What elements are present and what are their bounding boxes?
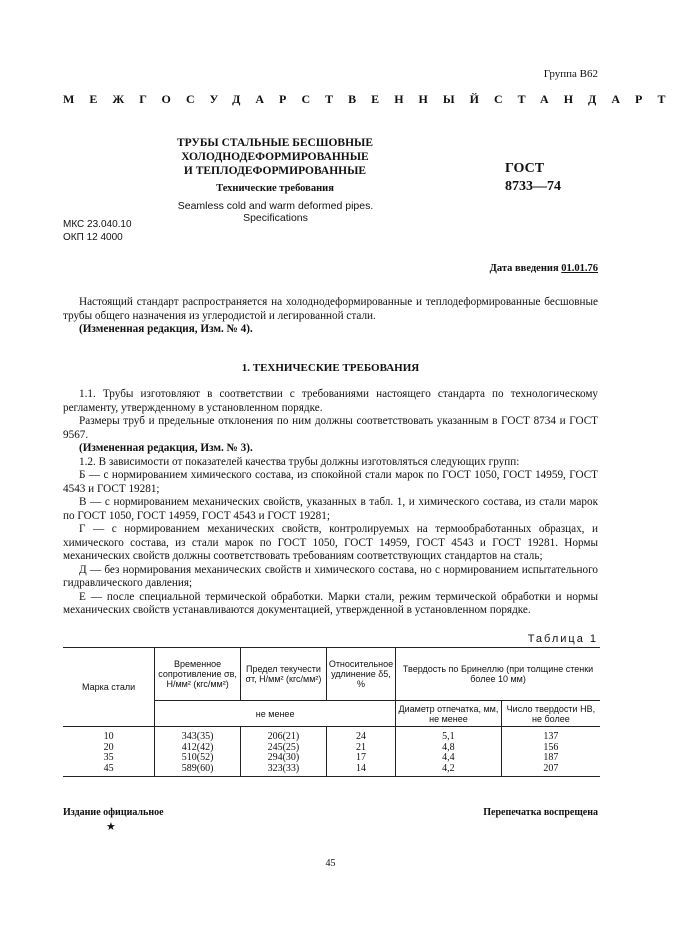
table-caption: Таблица 1 <box>527 633 598 645</box>
english-title: Seamless cold and warm deformed pipes. Specifications <box>177 200 374 224</box>
mks-code: МКС 23.040.10 <box>63 219 132 230</box>
cell-grade: 10 <box>103 731 114 742</box>
subheader-hb-number: Число твердости НВ, не более <box>501 701 600 727</box>
cell-tensile: 510(52) <box>155 753 241 764</box>
classification-codes <box>63 218 132 244</box>
reprint-prohibited-note: Перепечатка воспрещена <box>483 807 598 818</box>
page-number: 45 <box>325 858 336 869</box>
table-header-row <box>63 648 600 701</box>
gost-designation <box>505 160 561 196</box>
paragraph-1-1-edit-note: (Измененная редакция, Изм. № 3). <box>79 442 253 454</box>
cell-diameter: 4,4 <box>396 753 502 764</box>
date-value: 01.01.76 <box>561 263 598 274</box>
header-title <box>63 92 680 107</box>
title-line-3: И ТЕПЛОДЕФОРМИРОВАННЫЕ <box>183 165 367 177</box>
group-e: Е — после специальной термической обработки. Марки стали, режим термической обработки и нормы механических свойств устанавливаются документацией, утвержденной в установленном порядке. <box>63 590 598 616</box>
group-v: В — с нормированием механических свойств, указанных в табл. 1, и химического состава, из стали марок по ГОСТ 1050, ГОСТ 14959, ГОСТ 4543 и ГОСТ 19281; <box>63 496 598 522</box>
header-yield-strength: Предел текучести σт, Н/мм² (кгс/мм²) <box>241 648 327 701</box>
table-row <box>63 753 600 764</box>
header-word-1: МЕЖГОСУДАРСТВЕННЫЙ <box>63 92 494 106</box>
cell-diameter: 4,8 <box>396 743 502 754</box>
cell-elongation: 17 <box>326 753 395 764</box>
paragraph-1-2: 1.2. В зависимости от показателей качества трубы должны изготовляться следующих групп: <box>79 455 520 468</box>
cell-yield: 323(33) <box>241 764 327 777</box>
okp-code: ОКП 12 4000 <box>63 232 123 243</box>
cell-diameter: 5,1 <box>396 727 502 743</box>
subheader-print-diameter: Диаметр отпечатка, мм, не менее <box>396 701 502 727</box>
group-code: Группа В62 <box>543 68 598 80</box>
group-d: Д — без нормирования механических свойств и химического состава, но с нормированием испытательного гидравлического давления; <box>63 563 598 589</box>
header-brinell-hardness: Твердость по Бринеллю (при толщине стенки более 10 мм) <box>396 648 600 701</box>
intro-paragraph: Настоящий стандарт распространяется на холоднодеформированные и теплодеформированные бесшовные трубы общего назначения из углеродистой и легированной стали. <box>63 296 598 322</box>
cell-elongation: 14 <box>326 764 395 777</box>
cell-tensile: 343(35) <box>155 727 241 743</box>
group-b: Б — с нормированием химического состава, из спокойной стали марок по ГОСТ 1050, ГОСТ 14959, ГОСТ 4543 и ГОСТ 19281; <box>63 469 598 495</box>
requirements-body <box>63 388 598 618</box>
table-row <box>63 764 600 777</box>
subheader-not-less: не менее <box>155 701 396 727</box>
date-label: Дата введения <box>489 263 559 274</box>
cell-hb: 156 <box>501 743 600 754</box>
header-tensile-strength: Временное сопротивление σв, Н/мм² (кгс/мм²) <box>155 648 241 701</box>
cell-elongation: 24 <box>326 727 395 743</box>
title-line-2: ХОЛОДНОДЕФОРМИРОВАННЫЕ <box>181 151 369 163</box>
cell-tensile: 412(42) <box>155 743 241 754</box>
section-title: 1. ТЕХНИЧЕСКИЕ ТРЕБОВАНИЯ <box>241 362 420 374</box>
table-row <box>63 743 600 754</box>
cell-diameter: 4,2 <box>396 764 502 777</box>
cell-hb: 137 <box>501 727 600 743</box>
cell-grade: 35 <box>103 752 114 763</box>
cell-yield: 206(21) <box>241 727 327 743</box>
document-subtitle: Технические требования <box>216 183 334 194</box>
star-icon: ★ <box>106 821 116 833</box>
paragraph-1-1-sizes: Размеры труб и предельные отклонения по ним должны соответствовать указанным в ГОСТ 8734 и ГОСТ 9567. <box>63 415 598 441</box>
cell-elongation: 21 <box>326 743 395 754</box>
title-line-1: ТРУБЫ СТАЛЬНЫЕ БЕСШОВНЫЕ <box>176 137 373 149</box>
cell-hb: 207 <box>501 764 600 777</box>
effective-date <box>490 263 598 274</box>
header-elongation: Относительное удлинение δ5, % <box>326 648 395 701</box>
official-edition-note: Издание официальное <box>63 807 164 818</box>
cell-tensile: 589(60) <box>155 764 241 777</box>
cell-grade: 20 <box>103 741 114 753</box>
intro-edit-note: (Измененная редакция, Изм. № 4). <box>79 323 253 335</box>
mechanical-properties-table <box>63 647 600 777</box>
cell-yield: 294(30) <box>241 753 327 764</box>
header-word-2: СТАНДАРТ <box>493 92 680 106</box>
document-title <box>150 136 400 178</box>
table-row <box>63 727 600 743</box>
cell-yield: 245(25) <box>241 743 327 754</box>
gost-number: 8733—74 <box>505 179 561 194</box>
group-g: Г — с нормированием механических свойств, контролируемых на термообработанных образцах, и химического состава, из стали марок по ГОСТ 1050, ГОСТ 14959, ГОСТ 4543 и ГОСТ 19281. Нормы механических свойств должны соответствовать требованиям соответствующих стандартов на сталь; <box>63 523 598 562</box>
paragraph-1-1: 1.1. Трубы изготовляют в соответствии с требованиями настоящего стандарта по технологическому регламенту, утвержденному в установленном порядке. <box>63 388 598 414</box>
cell-hb: 187 <box>501 753 600 764</box>
intro-block <box>63 296 598 337</box>
header-steel-grade: Марка стали <box>63 648 155 727</box>
gost-label: ГОСТ <box>505 161 545 176</box>
cell-grade: 45 <box>63 764 155 777</box>
